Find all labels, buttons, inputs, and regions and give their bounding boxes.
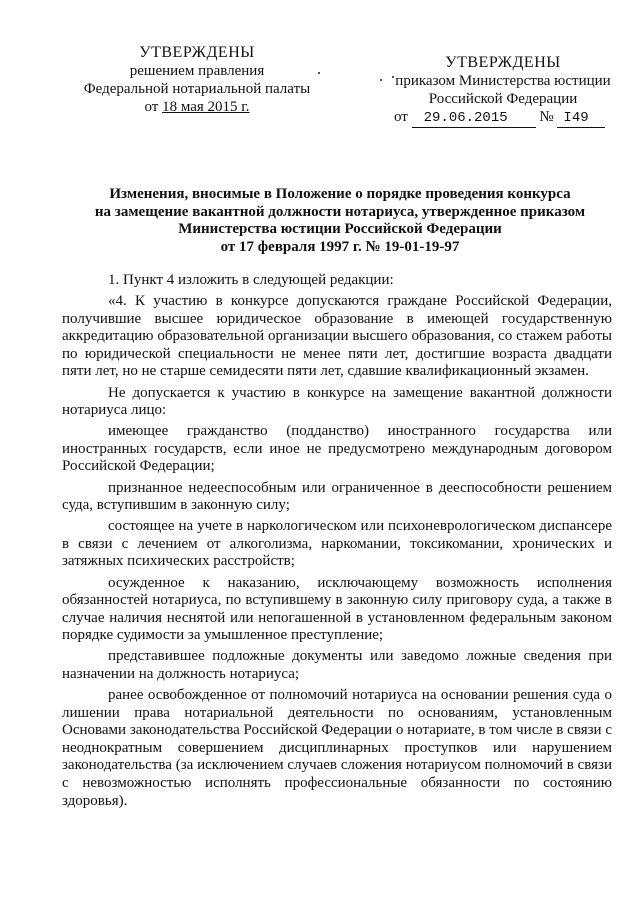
order-date: 29.06.2015 <box>412 109 536 128</box>
paragraph: ранее освобожденное от полномочий нотариуса на основании решения суда о лишении права нотариальной деятельности по основаниям, установленным Основами законодательства Российской Федерации о нотариате, в том числе в связи с неоднократным совершением дисциплинарных проступков или нарушением законодательства (за исключением случаев сложения нотариусом полномочий в связи с невозможностью исполнять профессиональные обязанности по состоянию здоровья). <box>62 687 612 809</box>
date-prefix: от <box>144 99 163 115</box>
approval-line: приказом Министерства юстиции <box>395 73 611 89</box>
approval-block-right <box>388 54 618 128</box>
order-date-line <box>388 108 618 128</box>
scan-speck <box>380 79 382 81</box>
approval-date: 18 мая 2015 г. <box>162 99 250 115</box>
approval-line: Российской Федерации <box>428 91 578 107</box>
title-line: от 17 февраля 1997 г. № 19-01-19-97 <box>220 238 460 255</box>
approval-heading: УТВЕРЖДЕНЫ <box>445 54 561 71</box>
approval-block-left <box>72 44 322 116</box>
paragraph: «4. К участию в конкурсе допускаются граждане Российской Федерации, получившие высшее юридическое образование в имеющей государственную аккредитацию образовательной организации высшего образования, со стажем работы по юридической специальности не менее пяти лет, достигшие возраста двадцати пяти лет, но не старше семидесяти пяти лет, сдавшие квалификационный экзамен. <box>62 293 612 380</box>
document-title <box>70 186 610 256</box>
paragraph: представившее подложные документы или заведомо ложные сведения при назначении на должность нотариуса; <box>62 648 612 682</box>
number-sign: № <box>539 109 554 125</box>
approval-heading: УТВЕРЖДЕНЫ <box>139 44 255 61</box>
approval-date-line <box>72 98 322 116</box>
scan-speck <box>318 72 320 74</box>
approval-line: Федеральной нотариальной палаты <box>83 81 311 97</box>
paragraph: имеющее гражданство (подданство) иностранного государства или иностранных государств, если иное не предусмотрено международным договором Российской Федерации; <box>62 423 612 475</box>
title-line: Изменения, вносимые в Положение о порядке проведения конкурса <box>109 186 571 202</box>
paragraph: 1. Пункт 4 изложить в следующей редакции: <box>108 272 394 288</box>
paragraph: Не допускается к участию в конкурсе на замещение вакантной должности нотариуса лицо: <box>62 384 612 419</box>
order-number: I49 <box>557 109 605 128</box>
paragraph: осужденное к наказанию, исключающему возможность исполнения обязанностей нотариуса, по вступившему в законную силу приговору суда, а также в случае наличия неснятой или непогашенной в установленном федеральным законом порядке судимости за умышленное преступление; <box>62 574 612 644</box>
approval-line: решением правления <box>129 63 265 79</box>
document-body <box>62 272 612 814</box>
paragraph: признанное недееспособным или ограниченное в дееспособности решением суда, вступившим в законную силу; <box>62 479 612 514</box>
title-line: Министерства юстиции Российской Федерации <box>178 221 502 237</box>
date-prefix: от <box>394 109 408 125</box>
paragraph: состоящее на учете в наркологическом или психоневрологическом диспансере в связи с лечением от алкоголизма, наркомании, токсикомании, хронических и затяжных психических расстройств; <box>62 518 612 570</box>
title-line: на замещение вакантной должности нотариуса, утвержденное приказом <box>94 203 586 220</box>
